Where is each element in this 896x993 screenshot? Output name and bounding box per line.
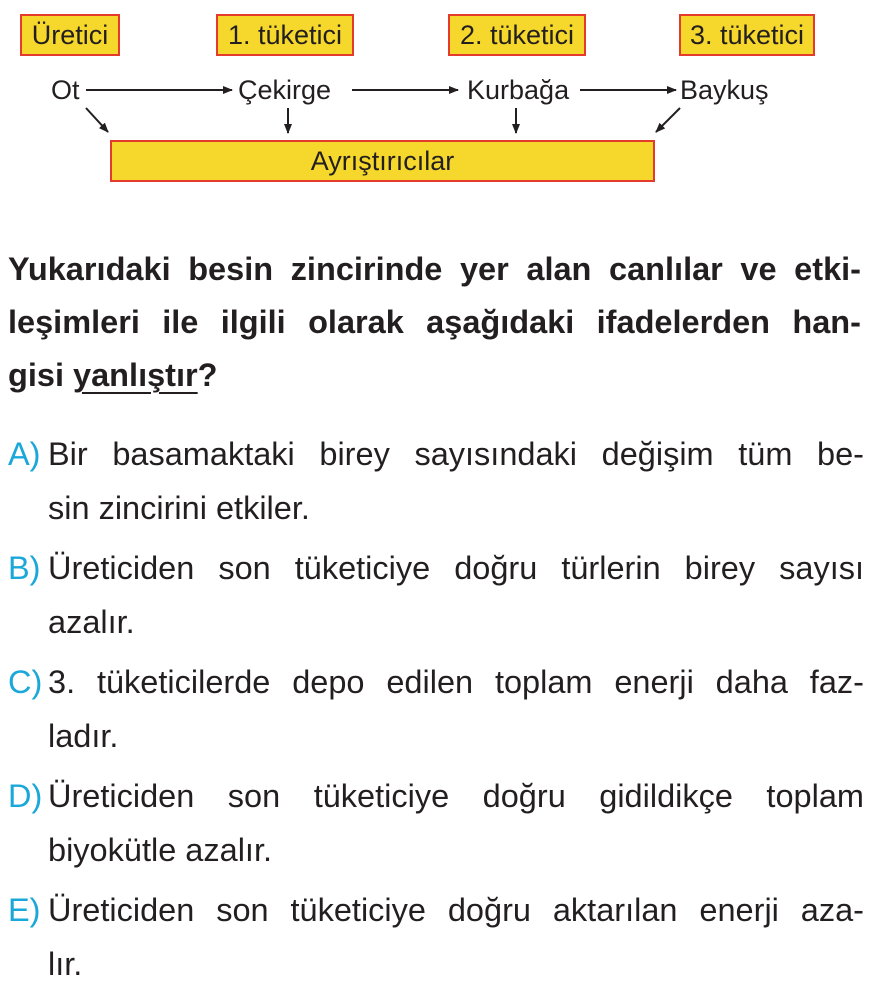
organism-grass: Ot — [51, 75, 80, 105]
arrow-grass-to-decomposers — [86, 108, 108, 132]
question-line-3-prefix: gisi — [8, 357, 74, 393]
question-line-1: Yukarıdaki besin zincirinde yer alan canlılar ve etki- — [8, 251, 861, 287]
option-c[interactable] — [8, 655, 864, 763]
option-text-line-1: 3. tüketicilerde depo edilen toplam enerji daha faz- — [48, 664, 864, 700]
option-text-line-2: biyokütle azalır. — [48, 832, 273, 868]
level-label-producer: Üretici — [20, 14, 120, 56]
option-letter: C) — [8, 664, 43, 700]
option-text-line-1: Üreticiden son tüketiciye doğru türlerin birey sayısı — [48, 550, 864, 586]
level-label-consumer-3: 3. tüketici — [679, 14, 815, 56]
option-letter: A) — [8, 436, 41, 472]
level-label-consumer-2: 2. tüketici — [448, 14, 586, 56]
option-letter: E) — [8, 892, 41, 928]
option-d[interactable] — [8, 769, 864, 877]
option-e[interactable] — [8, 883, 864, 991]
arrow-owl-to-decomposers — [656, 108, 680, 132]
decomposers-box: Ayrıştırıcılar — [110, 140, 655, 182]
option-text-line-1: Üreticiden son tüketiciye doğru aktarılan enerji aza- — [48, 892, 864, 928]
option-text-line-1: Üreticiden son tüketiciye doğru gidildikçe toplam — [48, 778, 864, 814]
question-line-3-suffix: ? — [197, 357, 218, 393]
option-letter: D) — [8, 778, 43, 814]
option-text-line-1: Bir basamaktaki birey sayısındaki değişim tüm be- — [48, 436, 864, 472]
question-emphasis-underlined: yanlıştır — [73, 357, 198, 393]
organism-grasshopper: Çekirge — [238, 75, 332, 105]
level-label-consumer-1: 1. tüketici — [216, 14, 354, 56]
question-line-3 — [8, 349, 861, 402]
question-line-2: leşimleri ile ilgili olarak aşağıdaki ifadelerden han- — [8, 304, 861, 340]
option-b[interactable] — [8, 541, 864, 649]
organism-frog: Kurbağa — [467, 75, 570, 105]
option-letter: B) — [8, 550, 41, 586]
option-a[interactable] — [8, 427, 864, 535]
option-text-line-2: lır. — [48, 946, 83, 982]
organism-owl: Baykuş — [680, 75, 769, 105]
option-text-line-2: sin zincirini etkiler. — [48, 490, 310, 526]
option-text-line-2: azalır. — [48, 604, 135, 640]
option-text-line-2: ladır. — [48, 718, 119, 754]
question-stem — [8, 243, 861, 402]
